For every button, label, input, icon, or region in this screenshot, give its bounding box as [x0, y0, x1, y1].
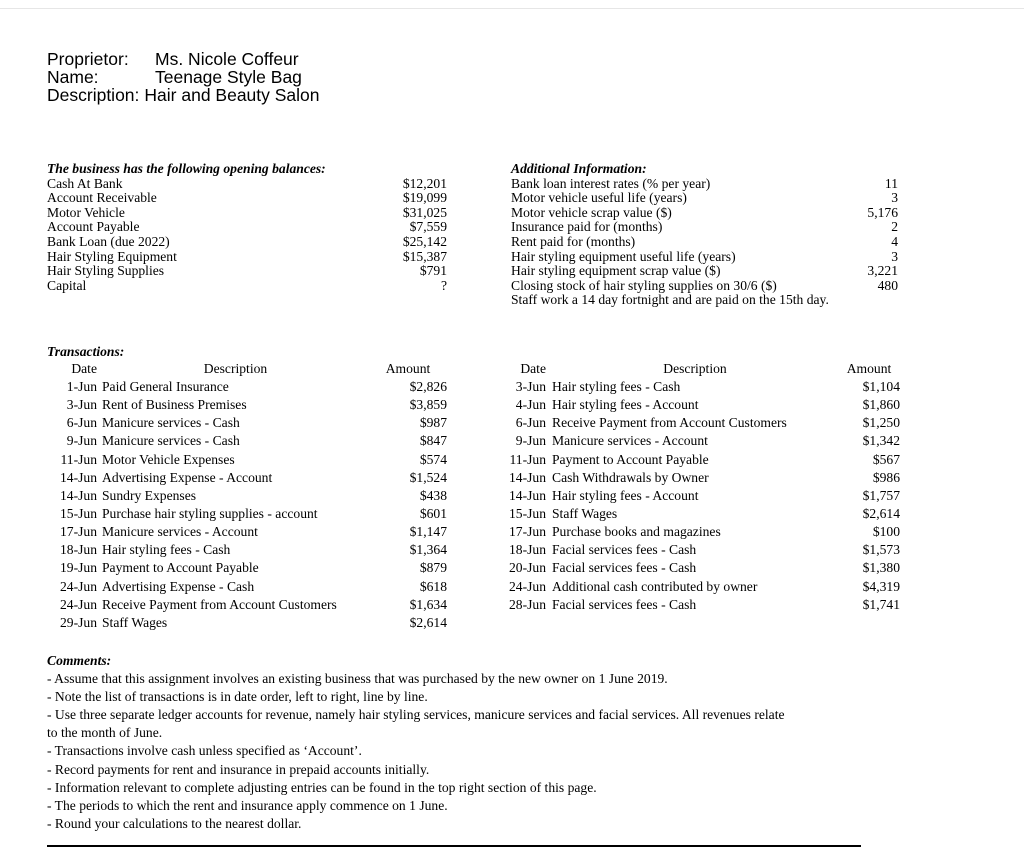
opening-row: [47, 177, 447, 192]
transaction-date: 6-Jun: [515, 415, 546, 431]
opening-value: ?: [440, 277, 447, 293]
date-header: Date: [520, 361, 546, 376]
transaction-amount: $618: [419, 578, 447, 594]
table-row: [502, 451, 900, 469]
transaction-description: Advertising Expense - Account: [102, 469, 273, 485]
transaction-description: Hair styling fees - Account: [552, 397, 699, 413]
additional-row: [511, 250, 901, 265]
amount-header: Amount: [846, 361, 892, 376]
transaction-amount: $1,342: [862, 433, 900, 449]
transaction-date: 11-Jun: [60, 451, 97, 467]
transactions-table-right: [502, 360, 900, 614]
proprietor-label: Proprietor:: [47, 49, 129, 69]
table-row: [502, 523, 900, 541]
comments-title: Comments:: [47, 653, 112, 668]
opening-row: [47, 264, 447, 279]
additional-label: Bank loan interest rates (% per year): [511, 175, 711, 191]
opening-row: [47, 279, 447, 294]
additional-value: 11: [884, 175, 898, 191]
additional-row: [511, 206, 901, 221]
opening-label: Bank Loan (due 2022): [47, 233, 170, 249]
proprietor-row: [47, 50, 320, 68]
transaction-amount: $1,250: [862, 415, 900, 431]
transaction-date: 29-Jun: [59, 614, 97, 630]
transaction-description: Advertising Expense - Cash: [102, 578, 255, 594]
transaction-description: Staff Wages: [102, 614, 168, 630]
proprietor-value: Ms. Nicole Coffeur: [155, 49, 299, 69]
transaction-description: Purchase hair styling supplies - account: [102, 505, 318, 521]
comment-line: - Use three separate ledger accounts for revenue, namely hair styling services, manicure services and facial services. All revenues relate: [47, 707, 785, 723]
transaction-description: Facial services fees - Cash: [552, 596, 697, 612]
transaction-description: Additional cash contributed by owner: [552, 578, 758, 594]
bottom-divider: [47, 845, 861, 847]
transaction-amount: $2,614: [409, 614, 447, 630]
transaction-date: 19-Jun: [59, 560, 97, 576]
additional-label: Motor vehicle useful life (years): [511, 190, 687, 206]
transaction-date: 24-Jun: [59, 578, 97, 594]
transaction-amount: $1,524: [409, 469, 447, 485]
additional-value: 3: [891, 190, 898, 206]
transaction-date: 9-Jun: [515, 433, 546, 449]
transaction-description: Facial services fees - Cash: [552, 542, 697, 558]
table-row: [502, 559, 900, 577]
opening-label: Motor Vehicle: [47, 204, 125, 220]
opening-label: Account Receivable: [47, 190, 157, 206]
transaction-description: Hair styling fees - Account: [552, 487, 699, 503]
transaction-amount: $1,104: [862, 379, 900, 394]
table-row: [502, 414, 900, 432]
opening-row: [47, 220, 447, 235]
opening-label: Hair Styling Supplies: [47, 263, 165, 279]
transaction-date: 18-Jun: [508, 542, 546, 558]
table-row: [502, 396, 900, 414]
transaction-description: Staff Wages: [552, 505, 618, 521]
transaction-date: 18-Jun: [59, 542, 97, 558]
transaction-amount: $601: [419, 505, 447, 521]
opening-row: [47, 206, 447, 221]
transaction-amount: $2,614: [862, 505, 900, 521]
table-row: [47, 614, 447, 632]
transaction-description: Hair styling fees - Cash: [102, 542, 231, 558]
transaction-description: Receive Payment from Account Customers: [102, 596, 337, 612]
transaction-amount: $987: [419, 415, 447, 431]
transaction-description: Purchase books and magazines: [552, 524, 721, 540]
comment-line: - Transactions involve cash unless specified as ‘Account’.: [47, 743, 362, 759]
transaction-description: Manicure services - Account: [552, 433, 708, 449]
transactions-table-left: [47, 360, 447, 632]
transaction-description: Manicure services - Cash: [102, 433, 240, 449]
table-row: [502, 378, 900, 396]
top-divider: [0, 8, 1024, 9]
additional-value: 2: [891, 219, 898, 235]
additional-label: Insurance paid for (months): [511, 219, 663, 235]
transaction-description: Facial services fees - Cash: [552, 560, 697, 576]
transaction-amount: $100: [872, 524, 900, 540]
table-header: [502, 360, 900, 378]
opening-value: $7,559: [409, 219, 447, 235]
transaction-description: Receive Payment from Account Customers: [552, 415, 787, 431]
table-row: [502, 541, 900, 559]
transaction-date: 20-Jun: [508, 560, 546, 576]
additional-label: Hair styling equipment scrap value ($): [511, 263, 721, 279]
table-row: [502, 432, 900, 450]
table-row: [502, 487, 900, 505]
comment-line: - Assume that this assignment involves an existing business that was purchased by the new owner on 1 June 2019.: [47, 671, 668, 687]
name-row: [47, 68, 320, 86]
additional-row: [511, 235, 901, 250]
opening-value: $791: [419, 263, 447, 279]
comment-line: - Note the list of transactions is in date order, left to right, line by line.: [47, 689, 428, 705]
amount-header: Amount: [385, 361, 431, 376]
transaction-amount: $4,319: [862, 578, 900, 594]
description-value: Hair and Beauty Salon: [144, 85, 320, 105]
transaction-amount: $1,147: [409, 524, 447, 540]
description-label: Description:: [47, 85, 140, 105]
name-label: Name:: [47, 67, 99, 87]
transaction-amount: $567: [872, 451, 900, 467]
transaction-description: Cash Withdrawals by Owner: [552, 469, 709, 485]
transactions-title: Transactions:: [47, 344, 125, 359]
transaction-description: Manicure services - Cash: [102, 415, 240, 431]
table-row: [47, 378, 447, 396]
transaction-date: 1-Jun: [66, 379, 97, 394]
additional-value: 3: [891, 248, 898, 264]
additional-label: Hair styling equipment useful life (years): [511, 248, 736, 264]
description-row: [47, 86, 320, 104]
opening-label: Hair Styling Equipment: [47, 248, 177, 264]
comment-line: - Round your calculations to the nearest dollar.: [47, 815, 302, 831]
description-header: Description: [663, 361, 727, 376]
additional-label: Rent paid for (months): [511, 233, 636, 249]
transaction-amount: $1,757: [862, 487, 900, 503]
transaction-amount: $1,741: [862, 596, 900, 612]
opening-value: $15,387: [402, 248, 447, 264]
comment-line: - The periods to which the rent and insurance apply commence on 1 June.: [47, 797, 448, 813]
additional-label: Closing stock of hair styling supplies on 30/6 ($): [511, 277, 777, 293]
opening-label: Cash At Bank: [47, 175, 123, 191]
table-row: [502, 596, 900, 614]
table-row: [502, 469, 900, 487]
transaction-date: 11-Jun: [509, 451, 546, 467]
transaction-date: 14-Jun: [59, 469, 97, 485]
table-row: [47, 414, 447, 432]
opening-row: [47, 235, 447, 250]
table-row: [47, 523, 447, 541]
transaction-amount: $847: [419, 433, 447, 449]
staff-wage-note: Staff work a 14 day fortnight and are paid on the 15th day.: [511, 292, 829, 308]
transaction-amount: $1,860: [862, 397, 900, 413]
opening-balances: [47, 162, 447, 293]
table-row: [502, 578, 900, 596]
transaction-description: Payment to Account Payable: [102, 560, 259, 576]
table-row: [47, 505, 447, 523]
additional-row: [511, 279, 901, 294]
transaction-description: Payment to Account Payable: [552, 451, 709, 467]
transaction-date: 15-Jun: [508, 505, 546, 521]
transaction-amount: $1,364: [409, 542, 447, 558]
additional-row: [511, 191, 901, 206]
table-row: [47, 596, 447, 614]
transaction-date: 24-Jun: [59, 596, 97, 612]
description-header: Description: [203, 361, 268, 376]
transaction-amount: $3,859: [409, 397, 447, 413]
comment-line: - Record payments for rent and insurance in prepaid accounts initially.: [47, 761, 430, 777]
transaction-date: 14-Jun: [508, 469, 546, 485]
transaction-description: Paid General Insurance: [102, 379, 229, 394]
transaction-description: Manicure services - Account: [102, 524, 258, 540]
opening-value: $19,099: [402, 190, 447, 206]
transaction-date: 4-Jun: [515, 397, 546, 413]
table-row: [47, 578, 447, 596]
transaction-date: 14-Jun: [508, 487, 546, 503]
name-value: Teenage Style Bag: [155, 67, 302, 87]
transaction-date: 3-Jun: [515, 379, 546, 394]
table-row: [47, 487, 447, 505]
table-row: [47, 469, 447, 487]
transaction-date: 15-Jun: [59, 505, 97, 521]
business-header: [47, 50, 320, 104]
transaction-amount: $574: [419, 451, 447, 467]
additional-information-title: Additional Information:: [511, 161, 647, 176]
transaction-description: Motor Vehicle Expenses: [102, 451, 235, 467]
additional-value: 4: [891, 233, 898, 249]
transaction-description: Hair styling fees - Cash: [552, 379, 681, 394]
additional-row: [511, 220, 901, 235]
transaction-date: 24-Jun: [508, 578, 546, 594]
transaction-date: 17-Jun: [59, 524, 97, 540]
additional-label: Motor vehicle scrap value ($): [511, 204, 672, 220]
table-row: [502, 505, 900, 523]
opening-row: [47, 191, 447, 206]
comments-section: [47, 652, 847, 833]
opening-value: $31,025: [402, 204, 447, 220]
table-header: [47, 360, 447, 378]
comment-line: to the month of June.: [47, 725, 163, 741]
transaction-date: 6-Jun: [66, 415, 97, 431]
transaction-date: 28-Jun: [508, 596, 546, 612]
additional-value: 3,221: [867, 263, 898, 279]
transaction-date: 9-Jun: [66, 433, 97, 449]
comment-line: - Information relevant to complete adjusting entries can be found in the top right section of this page.: [47, 779, 597, 795]
additional-row: [511, 177, 901, 192]
transaction-amount: $2,826: [409, 379, 447, 394]
additional-value: 480: [877, 277, 898, 293]
transaction-description: Rent of Business Premises: [102, 397, 247, 413]
additional-row: [511, 264, 901, 279]
transaction-date: 3-Jun: [66, 397, 97, 413]
opening-value: $25,142: [402, 233, 447, 249]
opening-label: Capital: [47, 277, 87, 293]
transaction-amount: $438: [419, 487, 447, 503]
transaction-amount: $879: [419, 560, 447, 576]
date-header: Date: [71, 361, 97, 376]
opening-value: $12,201: [402, 175, 447, 191]
opening-balances-title: The business has the following opening balances:: [47, 161, 326, 176]
transaction-description: Sundry Expenses: [102, 487, 197, 503]
additional-value: 5,176: [867, 204, 898, 220]
transaction-date: 17-Jun: [508, 524, 546, 540]
table-row: [47, 451, 447, 469]
opening-row: [47, 250, 447, 265]
transaction-amount: $1,634: [409, 596, 447, 612]
table-row: [47, 396, 447, 414]
opening-label: Account Payable: [47, 219, 140, 235]
transaction-amount: $1,380: [862, 560, 900, 576]
table-row: [47, 432, 447, 450]
table-row: [47, 559, 447, 577]
transaction-amount: $1,573: [862, 542, 900, 558]
transaction-date: 14-Jun: [59, 487, 97, 503]
table-row: [47, 541, 447, 559]
transaction-amount: $986: [872, 469, 900, 485]
additional-information: [511, 162, 901, 308]
